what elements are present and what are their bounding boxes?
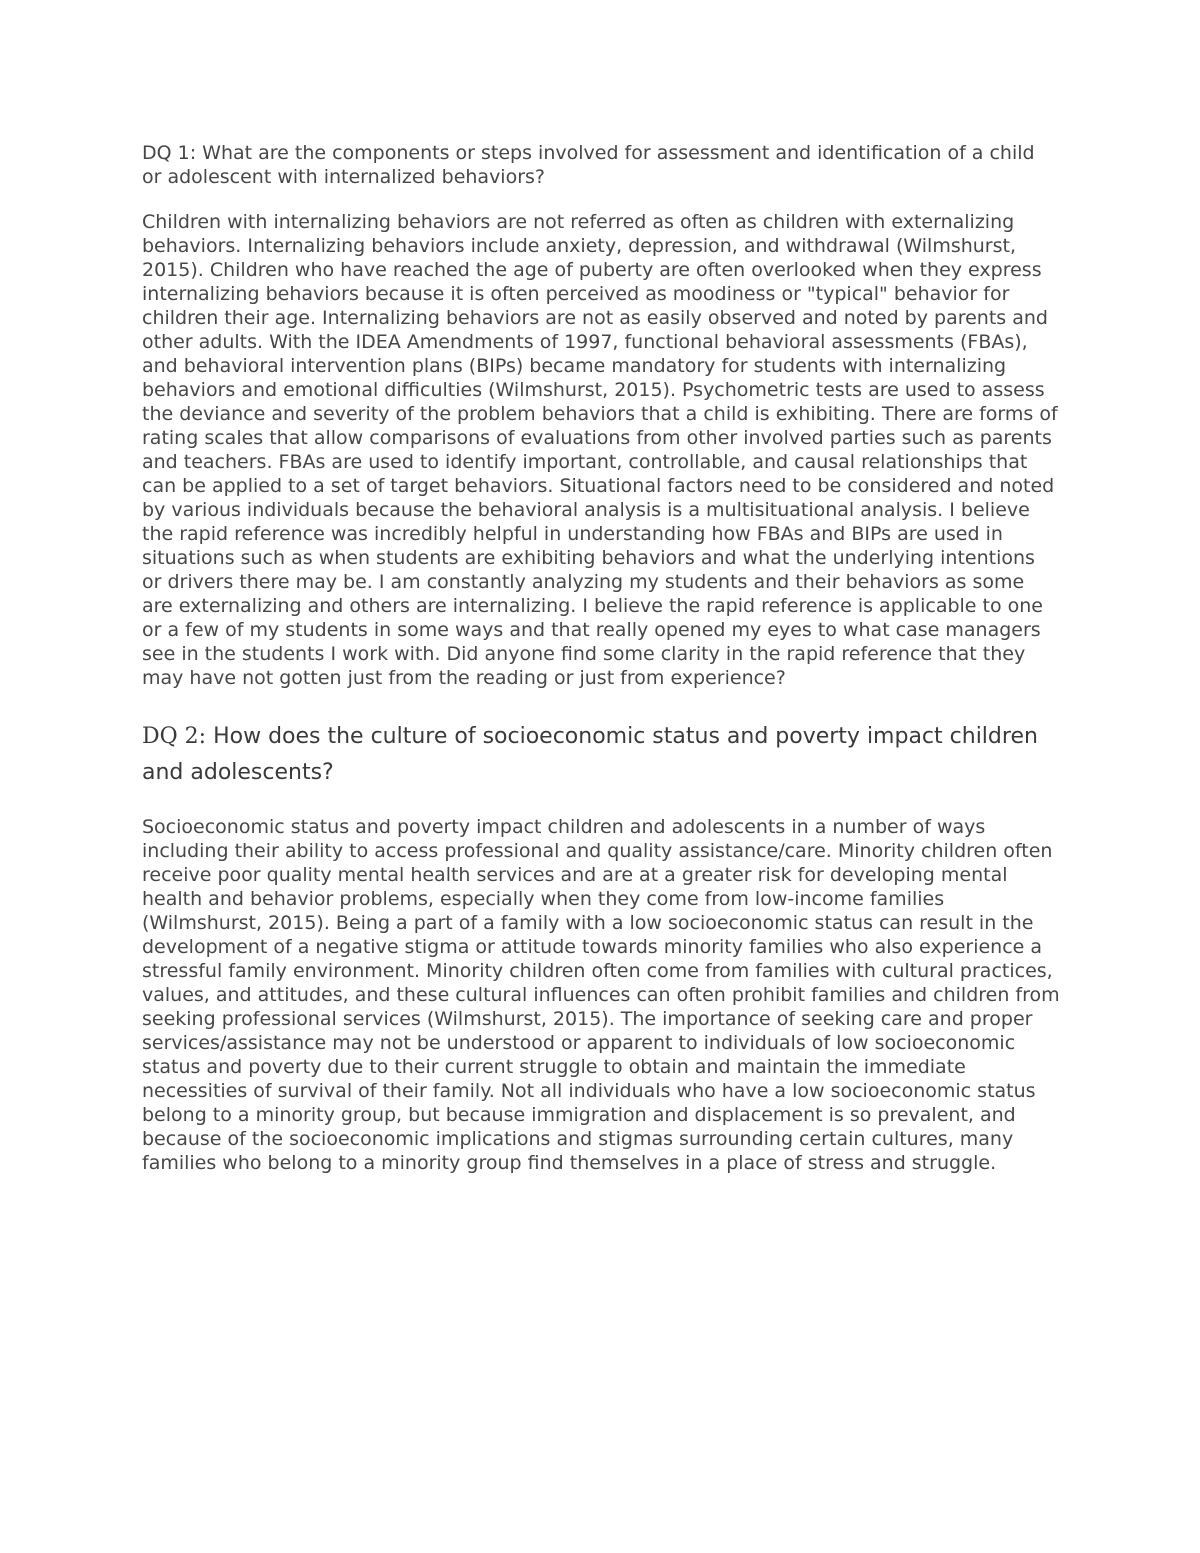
dq2-prefix: DQ 2: xyxy=(142,724,207,749)
dq2-answer: Socioeconomic status and poverty impact children and adolescents in a number of ways including their ability to access professional and quality assistance/care. Minority children often receive poor quality mental health services and are at a greater risk for developing mental health and behavior problems, especially when they come from low-income families (Wilmshurst, 2015). Being a part of a family with a low socioeconomic status can result in the development of a negative stigma or attitude towards minority families who also experience a stressful family environment. Minority children often come from families with cultural practices, values, and attitudes, and these cultural influences can often prohibit families and children from seeking professional services (Wilmshurst, 2015). The importance of seeking care and proper services/assistance may not be understood or apparent to individuals of low socioeconomic status and poverty due to their current struggle to obtain and maintain the immediate necessities of survival of their family. Not all individuals who have a low socioeconomic status belong to a minority group, but because immigration and displacement is so prevalent, and because of the socioeconomic implications and stigmas surrounding certain cultures, many families who belong to a minority group find themselves in a place of stress and struggle. xyxy=(142,816,1060,1174)
dq2-heading xyxy=(142,719,1060,791)
dq1-question: DQ 1: What are the components or steps involved for assessment and identification of a child or adolescent with internalized behaviors? xyxy=(142,142,1035,188)
dq1-answer: Children with internalizing behaviors are not referred as often as children with externalizing behaviors. Internalizing behaviors include anxiety, depression, and withdrawal (Wilmshurst, 2015). Children who have reached the age of puberty are often overlooked when they express internalizing behaviors because it is often perceived as moodiness or "typical" behavior for children their age. Internalizing behaviors are not as easily observed and noted by parents and other adults. With the IDEA Amendments of 1997, functional behavioral assessments (FBAs), and behavioral intervention plans (BIPs) became mandatory for students with internalizing behaviors and emotional difficulties (Wilmshurst, 2015). Psychometric tests are used to assess the deviance and severity of the problem behaviors that a child is exhibiting. There are forms of rating scales that allow comparisons of evaluations from other involved parties such as parents and teachers. FBAs are used to identify important, controllable, and causal relationships that can be applied to a set of target behaviors. Situational factors need to be considered and noted by various individuals because the behavioral analysis is a multisituational analysis. I believe the rapid reference was incredibly helpful in understanding how FBAs and BIPs are used in situations such as when students are exhibiting behaviors and what the underlying intentions or drivers there may be. I am constantly analyzing my students and their behaviors as some are externalizing and others are internalizing. I believe the rapid reference is applicable to one or a few of my students in some ways and that really opened my eyes to what case managers see in the students I work with. Did anyone find some clarity in the rapid reference that they may have not gotten just from the reading or just from experience? xyxy=(142,211,1058,689)
document-page xyxy=(142,141,1060,1175)
dq2-question: How does the culture of socioeconomic status and poverty impact children and adolescents? xyxy=(142,724,1038,785)
